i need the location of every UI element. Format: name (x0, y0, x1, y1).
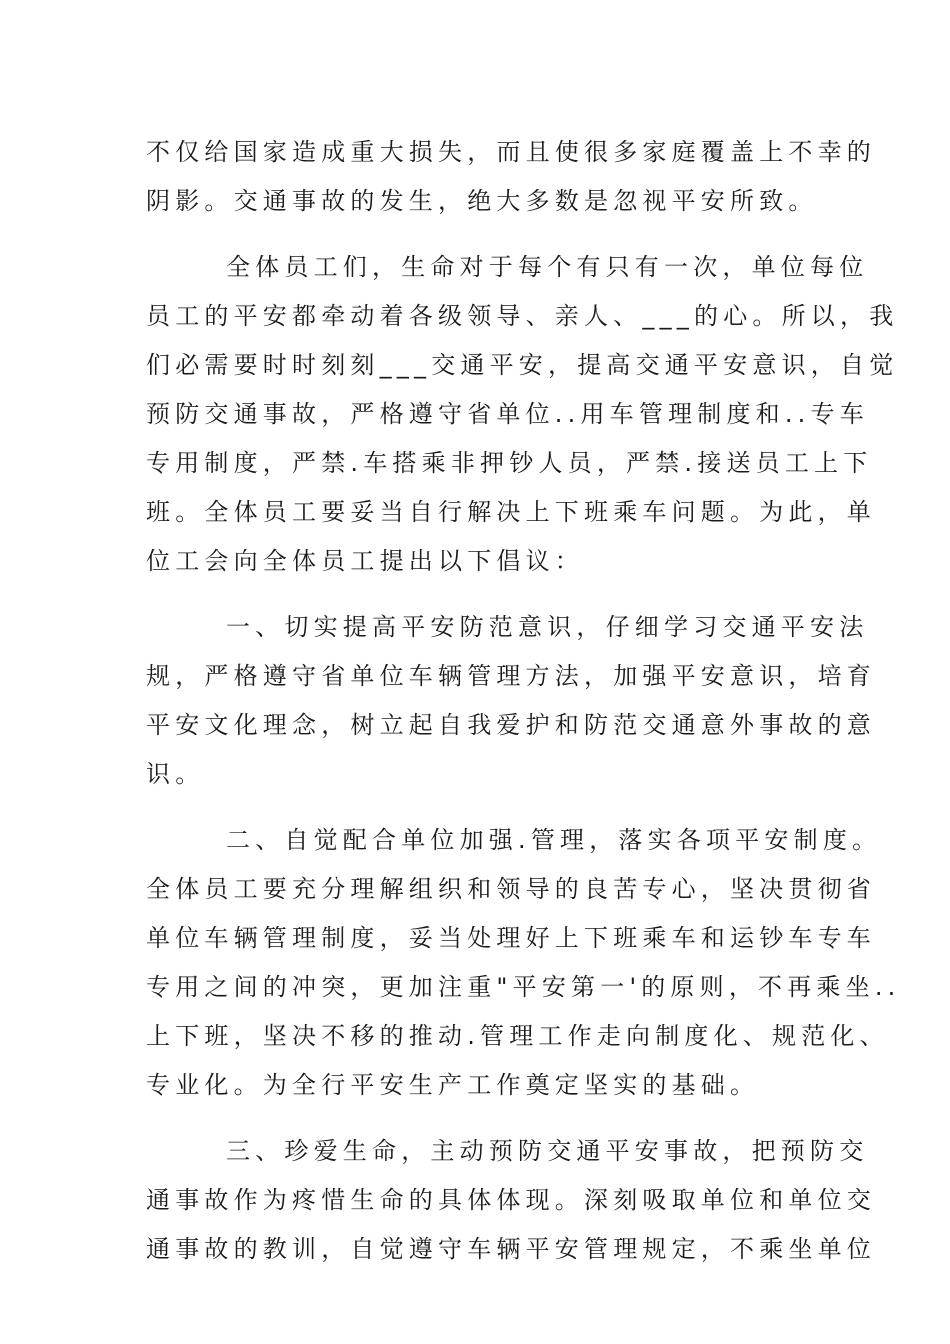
text-line: 专业化。为全行平安生产工作奠定坚实的基础。 (146, 1071, 760, 1099)
paragraph-first-line: 一、切实提高平安防范意识，仔细学习交通平安法 (226, 613, 869, 641)
text-line: 专用之间的冲突，更加注重"平安第一'的原则，不再乘坐.. (146, 973, 901, 1001)
paragraph-gap (146, 1110, 806, 1127)
text-line: 阴影。交通事故的发生，绝大多数是忽视平安所致。 (146, 187, 818, 215)
text-line: 上下班，坚决不移的推动.管理工作走向制度化、规范化、 (146, 1022, 889, 1050)
paragraph-gap (146, 586, 806, 603)
text-line: 通事故作为疼惜生命的具体体现。深刻吸取单位和单位交 (146, 1186, 876, 1214)
paragraph-first-line: 二、自觉配合单位加强.管理，落实各项平安制度。 (226, 826, 882, 854)
text-line: 们必需要时时刻刻___交通平安，提高交通平安意识，自觉 (146, 351, 899, 379)
text-line: 班。全体员工要妥当自行解决上下班乘车问题。为此，单 (146, 498, 876, 526)
text-line: 位工会向全体员工提出以下倡议： (146, 547, 584, 575)
text-line: 专用制度，严禁.车搭乘非押钞人员，严禁.接送员工上下 (146, 449, 873, 477)
paragraph-gap (146, 799, 806, 816)
paragraph-first-line: 三、珍爱生命，主动预防交通平安事故，把预防交 (226, 1137, 869, 1165)
text-line: 识。 (146, 760, 205, 788)
text-line: 预防交通事故，严格遵守省单位..用车管理制度和..专车 (146, 400, 869, 428)
text-line: 全体员工要充分理解组织和领导的良苦专心，坚决贯彻省 (146, 875, 876, 903)
text-line: 不仅给国家造成重大损失，而且使很多家庭覆盖上不幸的 (146, 138, 876, 166)
paragraph-gap (146, 226, 806, 243)
text-line: 规，严格遵守省单位车辆管理方法，加强平安意识，培育 (146, 662, 876, 690)
document-body (146, 128, 901, 1274)
text-line: 平安文化理念，树立起自我爱护和防范交通意外事故的意 (146, 711, 876, 739)
text-line: 通事故的教训，自觉遵守车辆平安管理规定，不乘坐单位 (146, 1235, 876, 1263)
paragraph-first-line: 全体员工们，生命对于每个有只有一次，单位每位 (226, 253, 869, 281)
text-line: 员工的平安都牵动着各级领导、亲人、___的心。所以，我 (146, 302, 899, 330)
text-line: 单位车辆管理制度，妥当处理好上下班乘车和运钞车专车 (146, 924, 876, 952)
